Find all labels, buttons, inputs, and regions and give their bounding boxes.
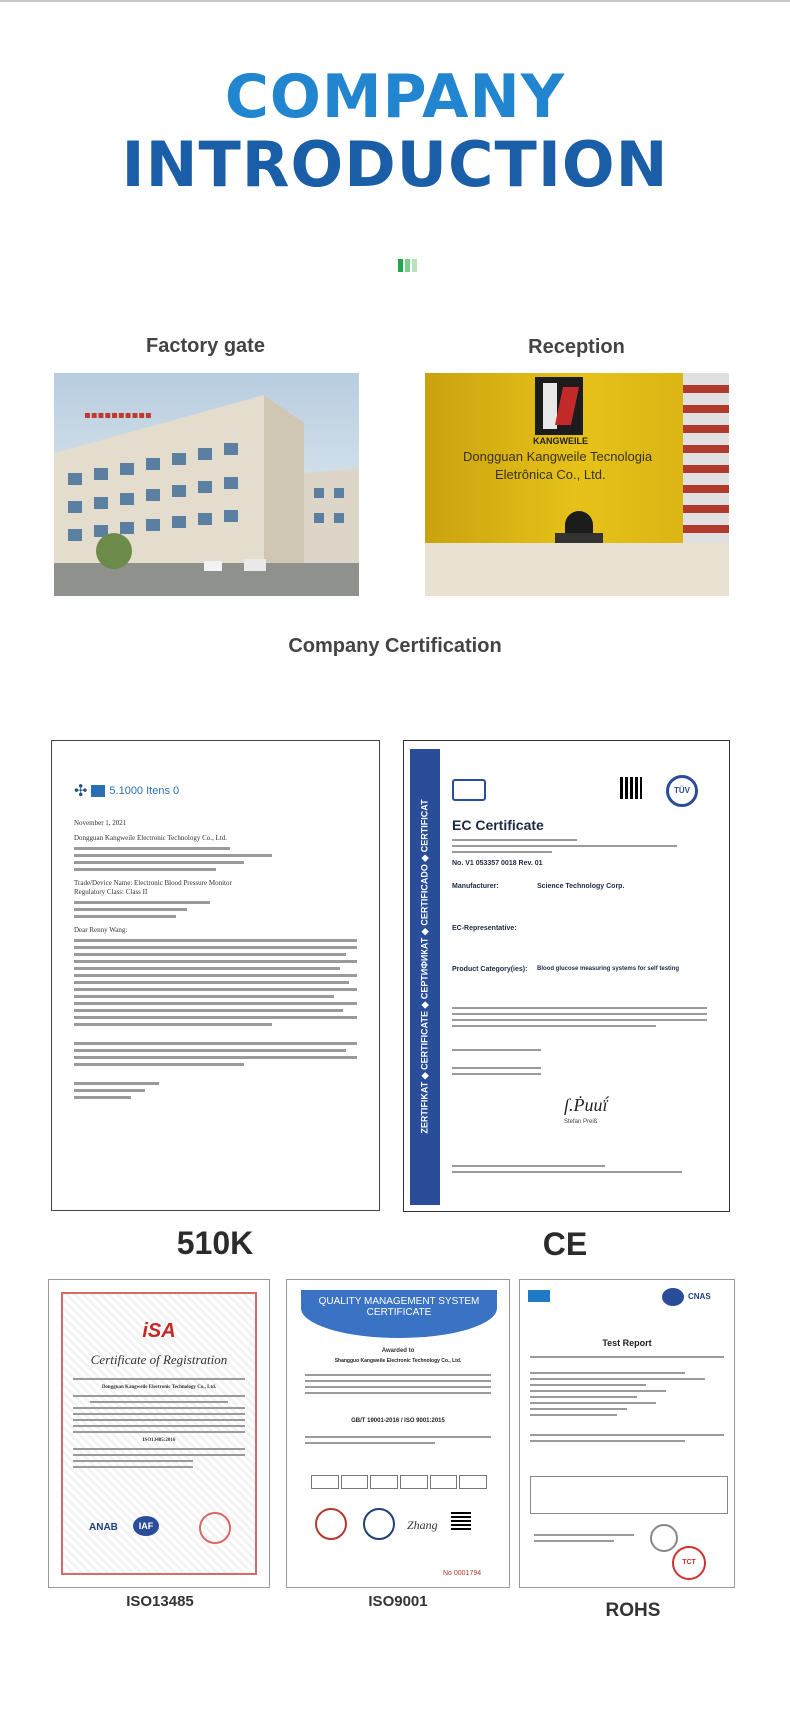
ce-side-band (410, 749, 440, 1205)
iso13485-company: Dongguan Kangweile Electronic Technology Co., Ltd. (101, 1385, 217, 1390)
reception-label: Reception (528, 336, 625, 358)
qr-code-icon (620, 777, 642, 799)
ce-rep-label: EC-Representative: (452, 925, 517, 932)
factory-gate-photo (54, 373, 359, 596)
page-title-line1: COMPANY (224, 62, 566, 132)
ce-manufacturer: Science Technology Corp. (537, 883, 625, 890)
ce-signature: ſ.Ṗuuḯ (564, 1095, 608, 1115)
reception-sign-line2: Eletrônica Co., Ltd. (495, 467, 606, 482)
fda-heading: 5.1000 Itens 0 (109, 785, 180, 797)
factory-building-image (54, 373, 359, 596)
caption-rohs: ROHS (605, 1600, 661, 1621)
rohs-heading: Test Report (602, 1338, 652, 1348)
anab-logo: ANAB (89, 1522, 118, 1533)
fda-greeting: Dear Renny Wang: (74, 926, 128, 934)
registration-seal-icon (199, 1512, 231, 1544)
iaf-logo: IAF (133, 1516, 159, 1536)
tuv-logo: TÜV (666, 775, 698, 807)
rohs-stamp: TCT (672, 1546, 706, 1580)
lab-logo-icon (528, 1290, 550, 1302)
fda-510k-certificate (51, 740, 380, 1211)
hhs-logo-icon: ✣ (74, 783, 88, 800)
page-title-line2: INTRODUCTION (121, 128, 669, 201)
certification-section-title: Company Certification (288, 635, 502, 657)
iso9001-company: Shangguo Kangweile Electronic Technology Co., Ltd. (334, 1358, 462, 1364)
reception-photo (425, 373, 729, 596)
rohs-seal-icon (650, 1524, 678, 1552)
iso9001-scope-table (311, 1475, 487, 1489)
iso9001-qr-icon (451, 1510, 471, 1530)
iso13485-certificate (48, 1279, 270, 1588)
isa-logo: iSA (142, 1320, 176, 1342)
rohs-test-report (519, 1279, 735, 1588)
iso9001-banner: QUALITY MANAGEMENT SYSTEM CERTIFICATE (301, 1290, 497, 1338)
ce-category-label: Product Category(ies): (452, 966, 528, 973)
reception-logo-icon (535, 377, 583, 435)
dot-icon (412, 259, 417, 272)
fda-company: Dongguan Kangweile Electronic Technology Co., Ltd. (74, 834, 227, 842)
caption-ce: CE (542, 1226, 588, 1262)
iso9001-certificate (286, 1279, 510, 1588)
iso9001-signature: Zhang (407, 1518, 438, 1532)
caption-iso13485: ISO13485 (126, 1593, 194, 1610)
caption-510k: 510K (176, 1225, 254, 1261)
reception-logo-text: KANGWEILE (533, 436, 588, 446)
ce-signer: Stefan Preiß (564, 1119, 598, 1125)
fda-date: November 1, 2021 (74, 819, 127, 827)
reception-desk (425, 543, 729, 596)
tuv-seal-icon (452, 779, 486, 801)
ilac-logo-icon (662, 1288, 684, 1306)
reception-sign-line1: Dongguan Kangweile Tecnologia (463, 449, 653, 464)
ce-category: Blood glucose measuring systems for self testing (537, 966, 680, 972)
top-divider (0, 0, 790, 2)
ce-number: No. V1 053357 0018 Rev. 01 (452, 860, 543, 867)
ce-side-text: ZERTIFIKAT ◆ CERTIFICATE ◆ СЕРТИФИКАТ ◆ CERTIFICADO ◆ CERTIFICAT (419, 799, 430, 1134)
fda-regulation: Regulatory Class: Class II (74, 888, 148, 896)
ce-manufacturer-label: Manufacturer: (452, 883, 499, 890)
iso9001-serial: No 0001794 (443, 1570, 482, 1577)
cnas-logo: CNAS (688, 1292, 711, 1301)
svg-text:▪▪▪▪▪▪▪▪▪▪: ▪▪▪▪▪▪▪▪▪▪ (84, 410, 152, 421)
iso9001-accreditation-icon (363, 1508, 395, 1540)
iso9001-standard: GB/T 19001-2016 / ISO 9001:2015 (351, 1418, 445, 1424)
dot-icon (405, 259, 410, 272)
factory-gate-label: Factory gate (146, 335, 265, 357)
ce-heading: EC Certificate (452, 817, 544, 833)
fda-logo-icon (91, 785, 105, 797)
dot-icon (398, 259, 403, 272)
decorative-dots (398, 259, 419, 277)
fda-device: Trade/Device Name: Electronic Blood Pressure Monitor (74, 879, 232, 887)
iso9001-seal-icon (315, 1508, 347, 1540)
rohs-result-table (530, 1476, 728, 1514)
iso13485-standard: ISO13485:2016 (142, 1438, 176, 1443)
iso9001-awarded: Awarded to (381, 1348, 415, 1354)
ce-certificate (403, 740, 730, 1212)
caption-iso9001: ISO9001 (368, 1593, 428, 1610)
iso13485-heading: Certificate of Registration (90, 1352, 228, 1367)
